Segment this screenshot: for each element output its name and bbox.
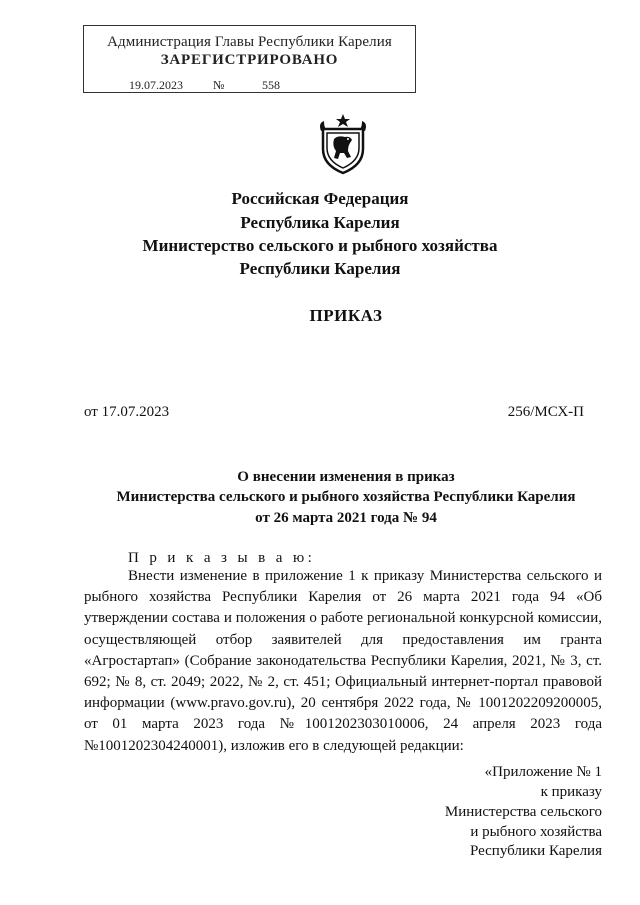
header-ministry: Министерство сельского и рыбного хозяйства [142, 236, 498, 255]
annex-line-4: и рыбного хозяйства [470, 824, 602, 840]
order-body-paragraph: Внести изменение в приложение 1 к приказу Министерства сельского и рыбного хозяйства Республики Карелия от 26 марта 2021 года 94 «Об утверждении состава и положения о работе региональной конкурсной комиссии, осуществляющей отбор заявителей для предоставления им гранта «Агростартап» (Собрание законодательства Республики Карелия, 2021, № 3, ст. 692; № 8, ст. 2049; 2022, № 2, ст. 451; Официальный интернет-портал правовой информации (www.pravo.gov.ru), 20 сентября 2022 года, № 1001202209200005, от 01 марта 2023 года №1001202303010006, 24 апреля 2023 года №1001202304240001), изложив его в следующей редакции: [84, 568, 602, 754]
header-country: Российская Федерация [231, 189, 409, 208]
subject-line-2: Министерства сельского и рыбного хозяйства Республики Карелия [116, 489, 576, 505]
stamp-number-label: № [213, 78, 225, 92]
annex-line-3: Министерства сельского [444, 804, 602, 820]
subject-line-1: О внесении изменения в приказ [237, 469, 455, 485]
header-ministry-region: Республики Карелия [239, 259, 401, 278]
order-date: от 17.07.2023 [84, 404, 170, 420]
document-type: ПРИКАЗ [309, 306, 383, 325]
order-number: 256/МСХ-П [507, 404, 584, 420]
karelia-coat-of-arms-icon [318, 113, 368, 175]
annex-line-5: Республики Карелия [469, 843, 602, 859]
stamp-status: ЗАРЕГИСТРИРОВАНО [160, 52, 339, 68]
stamp-underline [112, 92, 352, 93]
stamp-organization: Администрация Главы Республики Карелия [107, 34, 392, 50]
stamp-number: 558 [262, 78, 280, 92]
annex-line-2: к приказу [540, 784, 602, 800]
registration-stamp [83, 25, 416, 93]
order-verb: П р и к а з ы в а ю: [128, 550, 316, 566]
stamp-date: 19.07.2023 [129, 78, 183, 92]
annex-line-1: «Приложение № 1 [484, 764, 602, 780]
header-republic: Республика Карелия [240, 213, 400, 232]
subject-line-3: от 26 марта 2021 года № 94 [255, 510, 437, 526]
